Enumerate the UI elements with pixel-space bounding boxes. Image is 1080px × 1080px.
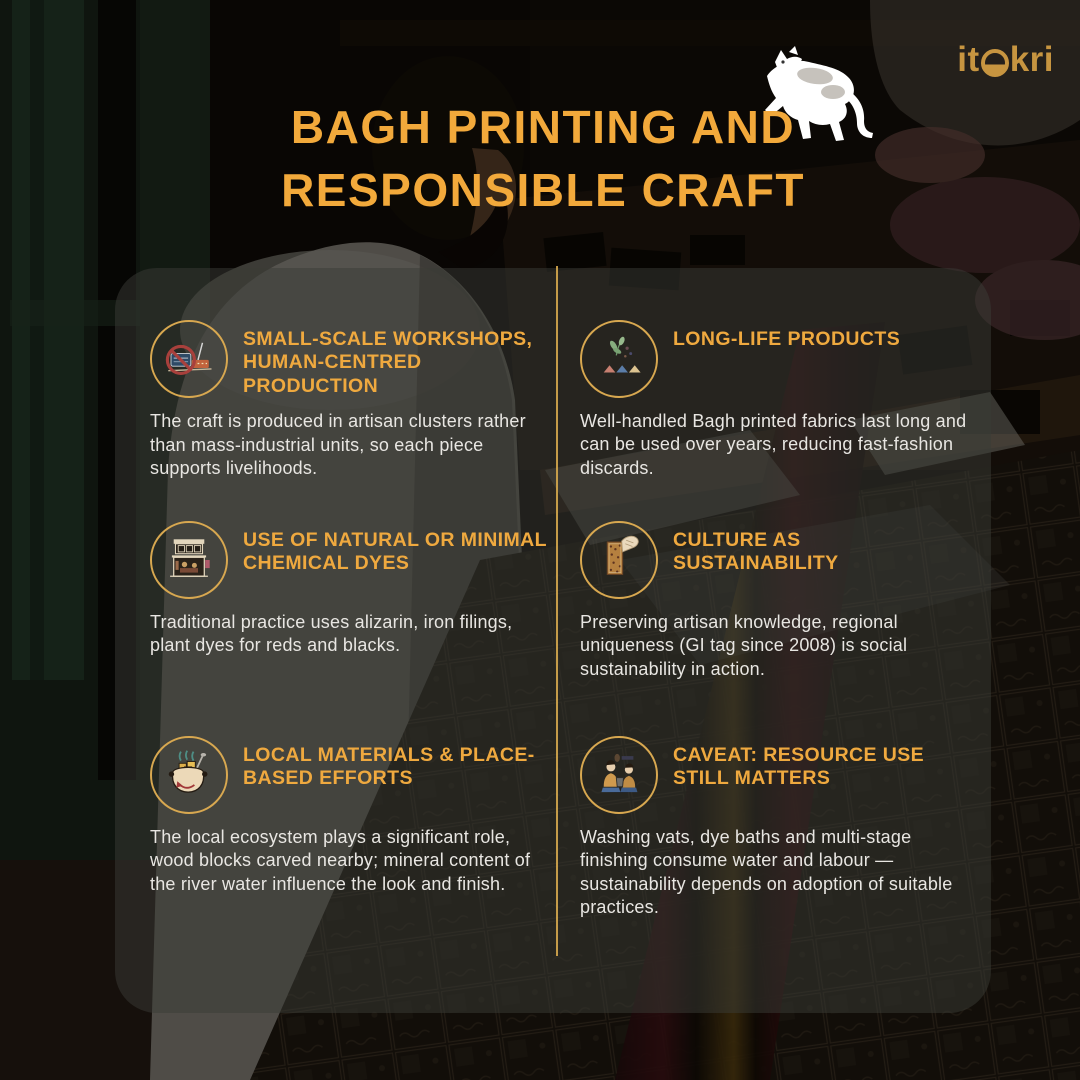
logo-o-icon (981, 49, 1009, 77)
leaves-and-dye-piles-icon (580, 320, 658, 398)
logo-text-left: it (957, 40, 980, 79)
section-body: The craft is produced in artisan clusters rather than mass-industrial units, so each piece supports livelihoods. (150, 411, 526, 478)
section-body: The local ecosystem plays a significant role, wood blocks carved nearby; mineral content of the river water influence the look and finish. (150, 827, 531, 894)
section-culture-sustainability (580, 521, 992, 681)
workshop-building-icon (150, 521, 228, 599)
section-heading: CULTURE AS SUSTAINABILITY (673, 529, 839, 575)
hand-holding-fabric-icon (580, 521, 658, 599)
logo-text-right: kri (1009, 40, 1054, 79)
section-body: Preserving artisan knowledge, regional uniqueness (GI tag since 2008) is social sustainability in action. (580, 612, 908, 679)
section-heading: CAVEAT: RESOURCE USE STILL MATTERS (673, 744, 925, 790)
section-natural-dyes (150, 521, 562, 658)
section-body: Traditional practice uses alizarin, iron filings, plant dyes for reds and blacks. (150, 612, 513, 656)
itokri-logo (957, 40, 1054, 80)
section-resource-caveat (580, 736, 992, 920)
section-body: Well-handled Bagh printed fabrics last long and can be used over years, reducing fast-fashion discards. (580, 411, 967, 478)
page-title-line2: RESPONSIBLE CRAFT (281, 163, 805, 216)
section-heading: SMALL-SCALE WORKSHOPS, HUMAN-CENTRED PRODUCTION (243, 328, 533, 397)
no-mass-production-icon (150, 320, 228, 398)
page-title-line1: BAGH PRINTING AND (290, 101, 796, 153)
section-small-scale-workshops (150, 320, 562, 480)
artisans-working-icon (580, 736, 658, 814)
page-title (104, 96, 982, 221)
section-heading: LONG-LIFE PRODUCTS (673, 328, 901, 350)
section-long-life-products (580, 320, 992, 480)
section-body: Washing vats, dye baths and multi-stage finishing consume water and labour — sustainability depends on adoption of suitable practices. (580, 827, 953, 918)
dye-pot-icon (150, 736, 228, 814)
section-heading: USE OF NATURAL OR MINIMAL CHEMICAL DYES (243, 529, 547, 575)
section-heading: LOCAL MATERIALS & PLACE-BASED EFFORTS (243, 744, 535, 790)
section-local-materials (150, 736, 562, 896)
